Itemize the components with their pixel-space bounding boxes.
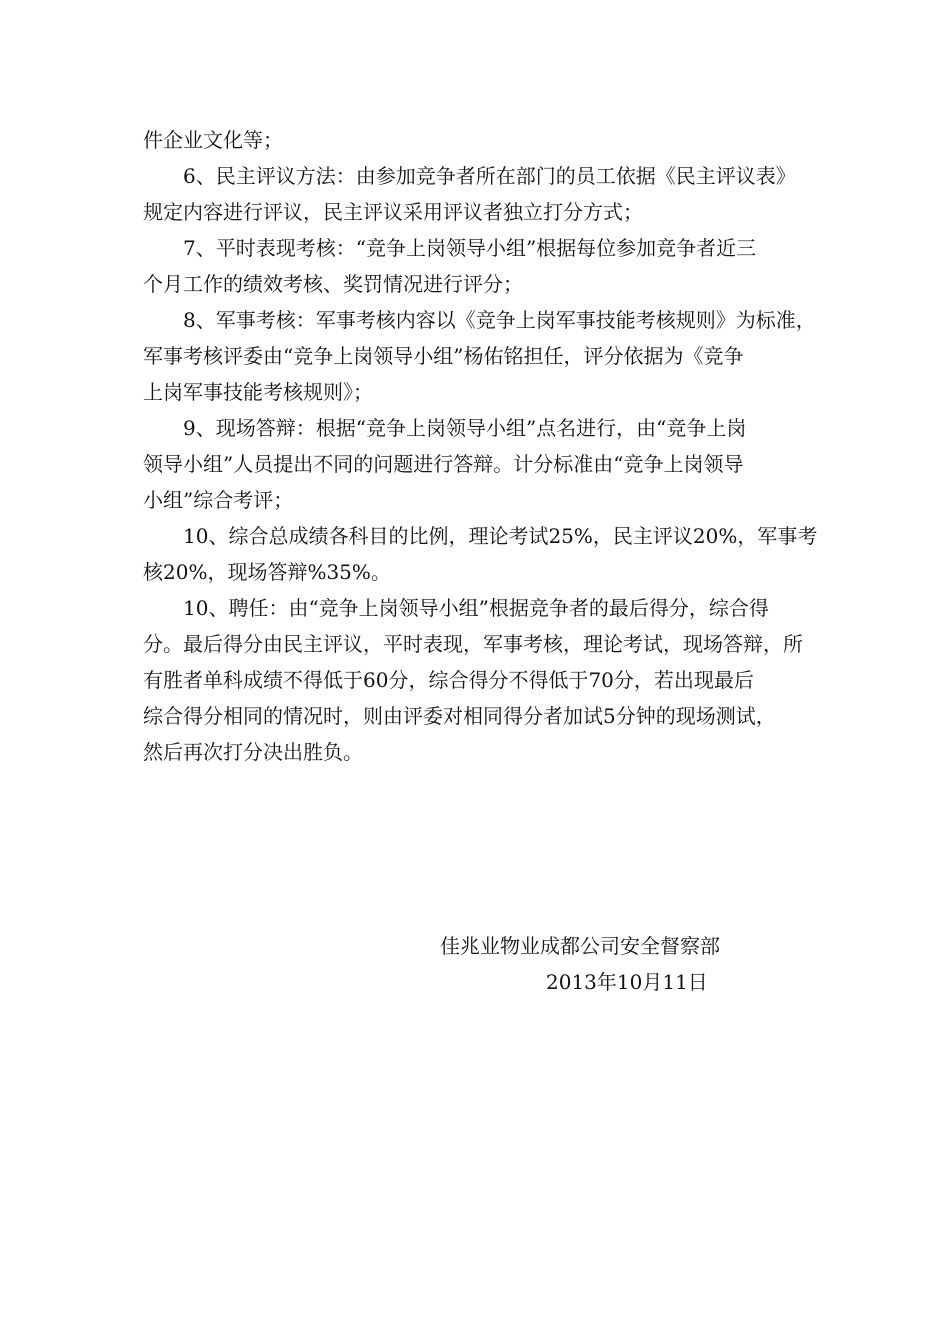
text-line: 上岗军事技能考核规则》； (143, 380, 373, 404)
signature-organization: 佳兆业物业成都公司安全督察部 (440, 934, 720, 958)
text-line: 7、平时表现考核：“竞争上岗领导小组”根据每位参加竞争者近三 (183, 236, 757, 260)
text-line: 6、民主评议方法：由参加竞争者所在部门的员工依据《民主评议表》 (183, 164, 796, 188)
text-line: 10、聘任：由“竞争上岗领导小组”根据竞争者的最后得分，综合得 (183, 596, 769, 620)
text-line: 分。最后得分由民主评议，平时表现，军事考核，理论考试，现场答辩，所 (143, 632, 803, 656)
text-line: 8、军事考核：军事考核内容以《竞争上岗军事技能考核规则》为标准， (183, 308, 816, 332)
text-line: 件企业文化等； (143, 128, 283, 152)
document-body (143, 122, 848, 770)
text-line: 军事考核评委由“竞争上岗领导小组”杨佑铭担任，评分依据为《竞争 (143, 344, 744, 368)
signature-date: 2013年10月11日 (546, 970, 708, 994)
text-line: 综合得分相同的情况时，则由评委对相同得分者加试5分钟的现场测试， (143, 704, 776, 728)
text-line: 9、现场答辩：根据“竞争上岗领导小组”点名进行，由“竞争上岗 (183, 416, 747, 440)
text-line: 个月工作的绩效考核、奖罚情况进行评分； (143, 272, 523, 296)
text-line: 领导小组”人员提出不同的问题进行答辩。计分标准由“竞争上岗领导 (143, 452, 744, 476)
text-line: 10、综合总成绩各科目的比例，理论考试25%，民主评议20%，军事考 (183, 524, 818, 548)
text-line: 小组”综合考评； (143, 488, 294, 512)
signature-block (440, 928, 800, 1000)
text-line: 规定内容进行评议，民主评议采用评议者独立打分方式； (143, 200, 643, 224)
text-line: 有胜者单科成绩不得低于60分，综合得分不得低于70分，若出现最后 (143, 668, 754, 692)
text-line: 然后再次打分决出胜负。 (143, 740, 363, 764)
text-line: 核20%，现场答辩%35%。 (143, 560, 391, 584)
